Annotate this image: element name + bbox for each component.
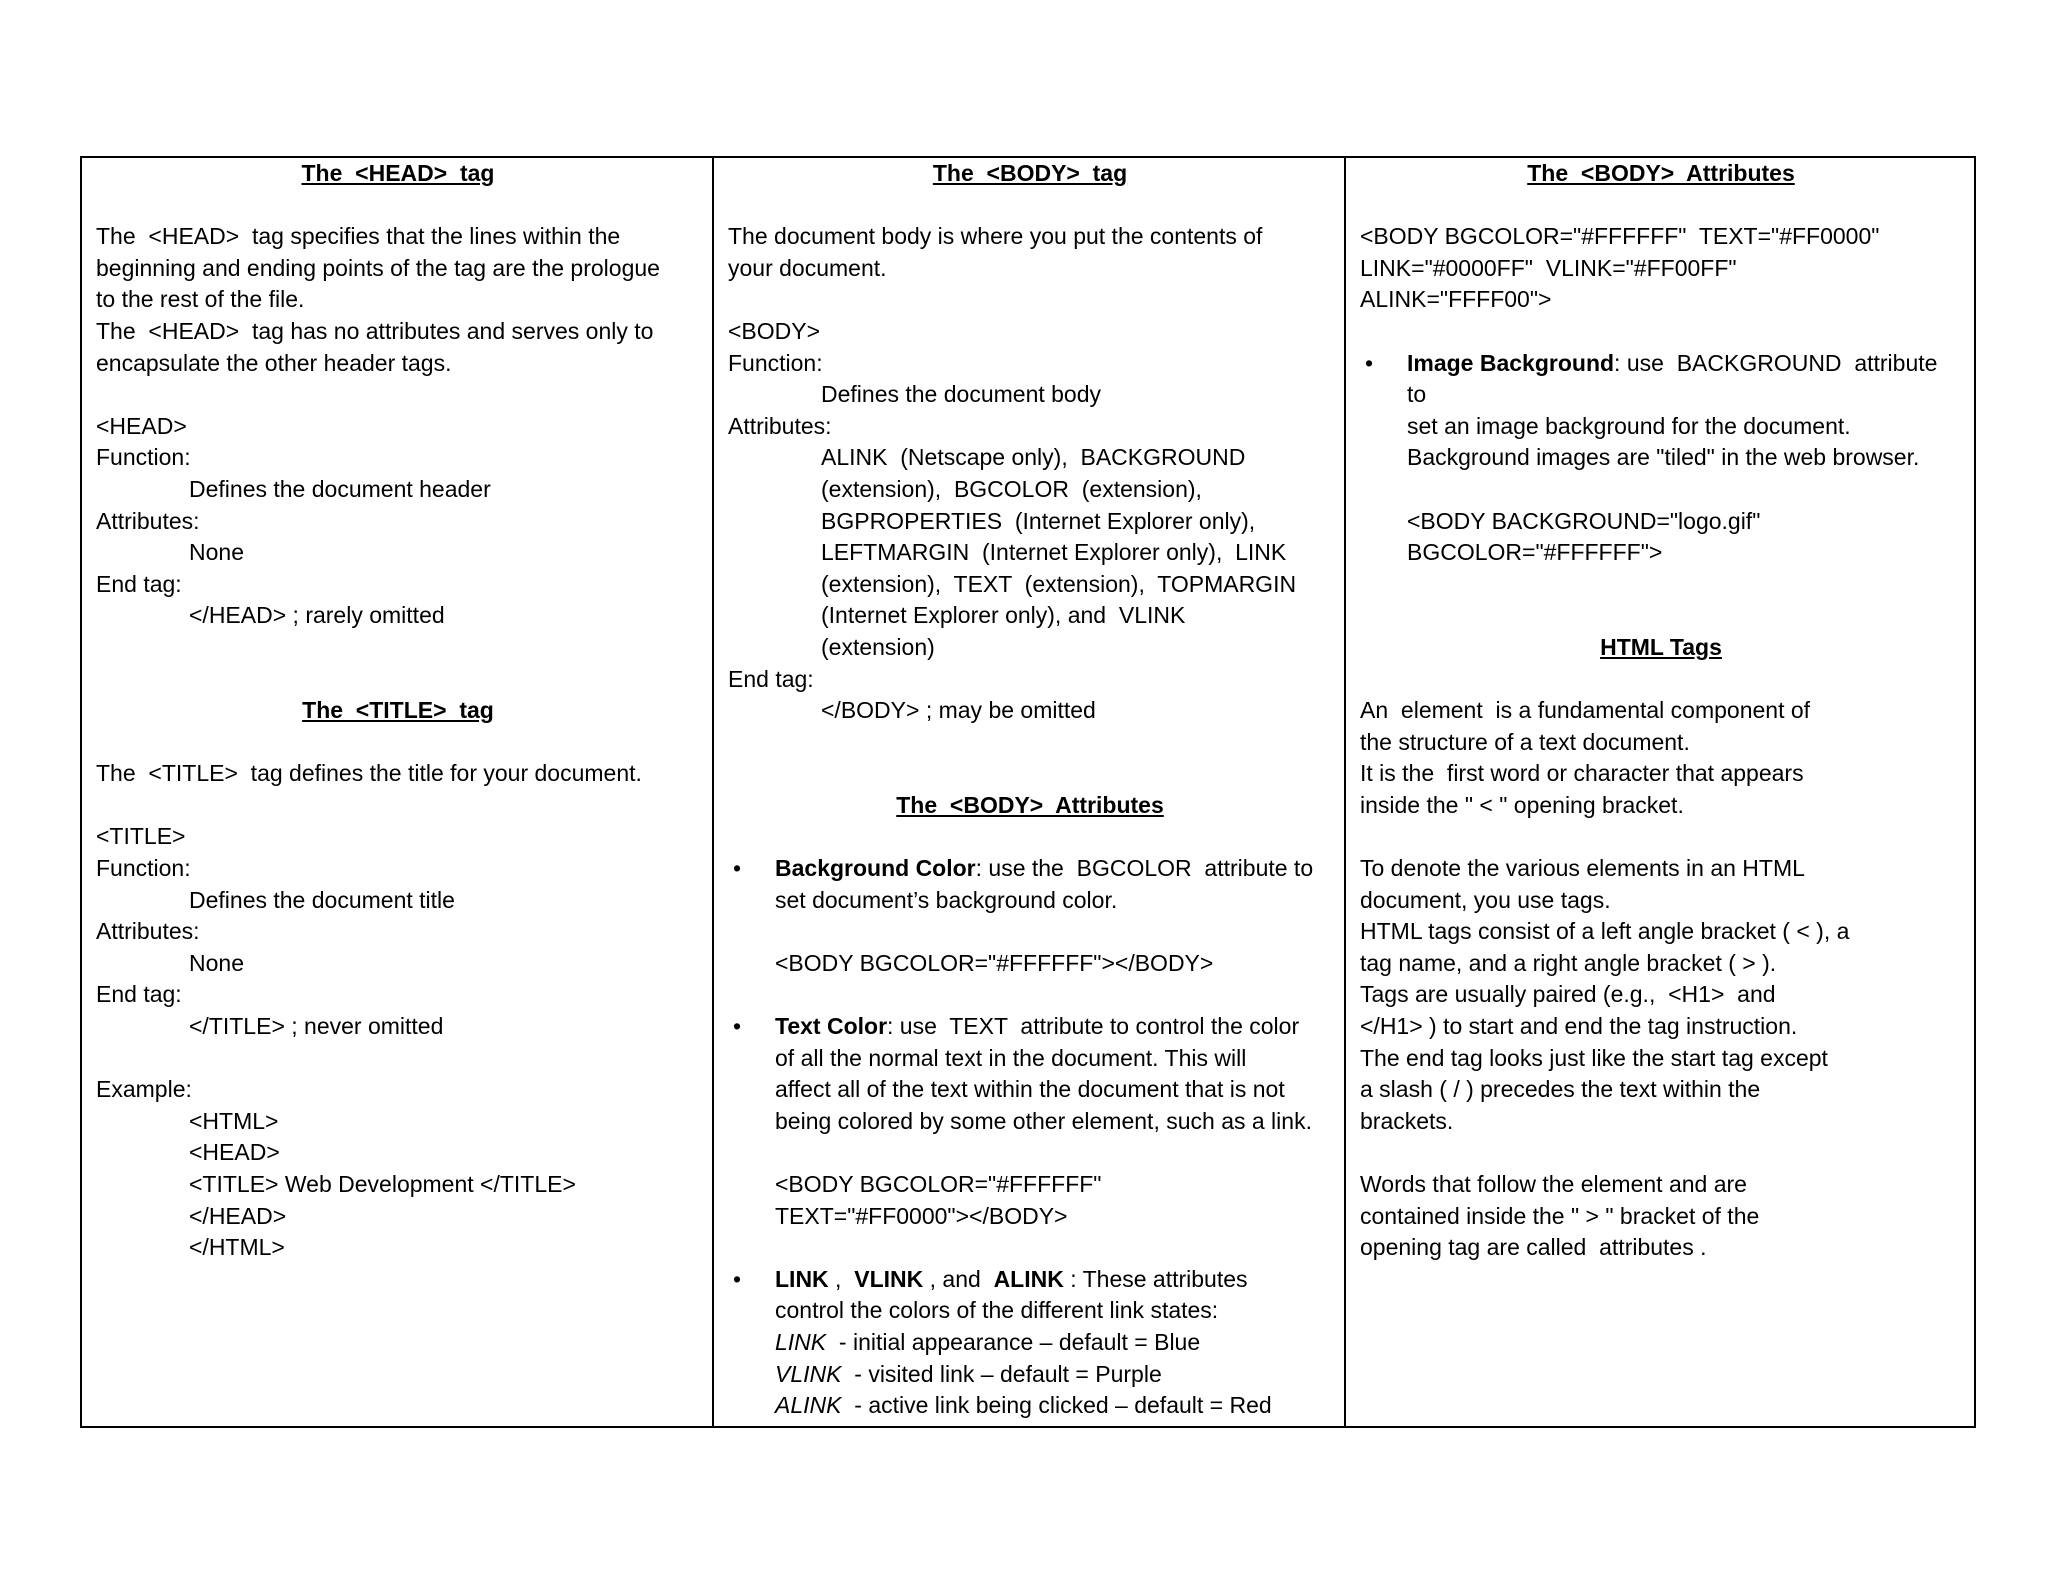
body-intro-line: The document body is where you put the contents of: [728, 223, 1263, 250]
html-para-line: Words that follow the element and are: [1360, 1171, 1747, 1197]
head-endtag-value: </HEAD> ; rarely omitted: [189, 602, 445, 629]
bullet-text-color: [728, 1011, 1332, 1232]
alink-state-name: ALINK: [775, 1392, 842, 1419]
example-line: </HTML>: [189, 1234, 285, 1261]
example-line: <HTML>: [189, 1107, 279, 1134]
body-attributes-line: (extension), BGCOLOR (extension),: [821, 475, 1202, 502]
html-para-line: Tags are usually paired (e.g., <H1> and: [1360, 981, 1776, 1008]
image-background-text: set an image background for the document.: [1407, 412, 1851, 439]
body-intro-line: your document.: [728, 254, 887, 281]
example-line: <TITLE> Web Development </TITLE>: [189, 1171, 576, 1197]
body-endtag-label: End tag:: [728, 665, 814, 692]
html-tags-heading: HTML Tags: [1600, 633, 1722, 660]
text-color-text: of all the normal text in the document. This will: [775, 1044, 1247, 1071]
html-para-line: brackets.: [1360, 1107, 1454, 1134]
html-para-line: contained inside the " > " bracket of the: [1360, 1202, 1760, 1229]
vlink-state-name: VLINK: [775, 1360, 842, 1387]
link-state-desc: - initial appearance – default = Blue: [826, 1328, 1201, 1355]
bullet-link-colors: [728, 1264, 1332, 1422]
title-attributes-label: Attributes:: [96, 918, 200, 945]
text-color-example: <BODY BGCOLOR="#FFFFFF": [775, 1171, 1102, 1197]
example-line: <HEAD>: [189, 1139, 280, 1166]
html-para-line: The end tag looks just like the start tag except: [1360, 1044, 1828, 1071]
link-label: LINK: [775, 1265, 829, 1292]
body-attributes-line: LEFTMARGIN (Internet Explorer only), LINK: [821, 539, 1287, 566]
title-attributes-value: None: [189, 949, 244, 976]
image-background-text: Background images are "tiled" in the web browser.: [1407, 444, 1920, 471]
background-color-text: : use the BGCOLOR attribute to: [975, 855, 1314, 882]
title-endtag-label: End tag:: [96, 981, 182, 1008]
head-tag-name: <HEAD>: [96, 412, 187, 439]
body-attributes-line: (extension): [821, 633, 935, 660]
link-text: control the colors of the different link states:: [775, 1297, 1219, 1324]
bullet-image-background: [1360, 348, 1962, 569]
text-color-text: affect all of the text within the document that is not: [775, 1076, 1285, 1103]
attributes-example-line: <BODY BGCOLOR="#FFFFFF" TEXT="#FF0000": [1360, 223, 1880, 250]
body-attributes-line: BGPROPERTIES (Internet Explorer only),: [821, 507, 1256, 534]
html-para-line: a slash ( / ) precedes the text within the: [1360, 1076, 1761, 1103]
html-para-line: tag name, and a right angle bracket ( > ).: [1360, 949, 1777, 976]
head-tag-heading: The <HEAD> tag: [301, 160, 495, 186]
vlink-state-desc: - visited link – default = Purple: [841, 1360, 1162, 1387]
body-tag-name: <BODY>: [728, 317, 821, 344]
link-text: : These attributes: [1063, 1265, 1248, 1292]
body-endtag-value: </BODY> ; may be omitted: [821, 697, 1096, 724]
head-attributes-label: Attributes:: [96, 507, 200, 534]
bullet-icon: •: [732, 1265, 742, 1292]
title-tag-heading: The <TITLE> tag: [302, 697, 494, 724]
html-para-line: document, you use tags.: [1360, 886, 1611, 913]
title-endtag-value: </TITLE> ; never omitted: [189, 1013, 444, 1040]
image-background-text: : use BACKGROUND attribute to: [1407, 349, 1944, 408]
text-color-text: being colored by some other element, such as a link.: [775, 1107, 1312, 1134]
html-para-line: HTML tags consist of a left angle bracket ( < ), a: [1360, 918, 1850, 945]
head-intro-line: The <HEAD> tag has no attributes and serves only to: [96, 317, 654, 344]
example-label: Example:: [96, 1076, 192, 1103]
document-table: [80, 156, 1976, 1428]
head-intro-line: beginning and ending points of the tag are the prologue: [96, 254, 660, 281]
html-para-line: opening tag are called attributes .: [1360, 1234, 1707, 1261]
head-attributes-value: None: [189, 539, 244, 566]
column-head-title: [82, 158, 714, 1426]
body-attributes-line: (extension), TEXT (extension), TOPMARGIN: [821, 570, 1297, 597]
image-background-label: Image Background: [1407, 349, 1615, 376]
html-para-line: </H1> ) to start and end the tag instruction.: [1360, 1013, 1798, 1040]
image-background-example: BGCOLOR="#FFFFFF">: [1407, 539, 1663, 566]
text-color-example: TEXT="#FF0000"></BODY>: [775, 1202, 1068, 1229]
bullet-background-color: [728, 853, 1332, 979]
head-intro-line: encapsulate the other header tags.: [96, 349, 452, 376]
title-intro: The <TITLE> tag defines the title for your document.: [96, 760, 642, 787]
html-para-line: the structure of a text document.: [1360, 728, 1690, 755]
head-intro-line: to the rest of the file.: [96, 286, 305, 313]
text-color-text: : use TEXT attribute to control the color: [887, 1013, 1300, 1040]
body-attributes-label: Attributes:: [728, 412, 832, 439]
head-intro-line: The <HEAD> tag specifies that the lines within the: [96, 223, 621, 250]
column-body-attributes: [1346, 158, 1974, 1426]
title-function-value: Defines the document title: [189, 886, 455, 913]
vlink-label: VLINK: [854, 1265, 924, 1292]
example-line: </HEAD>: [189, 1202, 287, 1229]
alink-state-desc: - active link being clicked – default = Red: [841, 1392, 1272, 1419]
background-color-example: <BODY BGCOLOR="#FFFFFF"></BODY>: [775, 949, 1214, 976]
bullet-icon: •: [1364, 349, 1374, 376]
bullet-icon: •: [732, 855, 742, 882]
link-state-name: LINK: [775, 1328, 827, 1355]
attributes-example-line: LINK="#0000FF" VLINK="#FF00FF": [1360, 254, 1737, 281]
html-para-line: It is the first word or character that appears: [1360, 760, 1804, 787]
background-color-label: Background Color: [775, 855, 976, 882]
image-background-example: <BODY BACKGROUND="logo.gif": [1407, 507, 1761, 534]
background-color-text: set document’s background color.: [775, 886, 1118, 913]
head-function-label: Function:: [96, 444, 191, 471]
head-function-value: Defines the document header: [189, 475, 491, 502]
html-para-line: To denote the various elements in an HTML: [1360, 855, 1805, 882]
title-tag-name: <TITLE>: [96, 823, 186, 850]
head-endtag-label: End tag:: [96, 570, 182, 597]
body-attributes-heading: The <BODY> Attributes: [1527, 160, 1795, 186]
body-attributes-line: ALINK (Netscape only), BACKGROUND: [821, 444, 1246, 471]
bullet-icon: •: [732, 1013, 742, 1040]
html-para-line: An element is a fundamental component of: [1360, 697, 1811, 724]
title-function-label: Function:: [96, 855, 191, 882]
body-tag-heading: The <BODY> tag: [932, 160, 1128, 186]
text-color-label: Text Color: [775, 1013, 888, 1040]
body-function-label: Function:: [728, 349, 823, 376]
link-separator: , and: [923, 1265, 994, 1292]
alink-label: ALINK: [993, 1265, 1064, 1292]
body-attributes-line: (Internet Explorer only), and VLINK: [821, 602, 1186, 629]
body-attributes-heading: The <BODY> Attributes: [896, 791, 1164, 818]
html-para-line: inside the " < " opening bracket.: [1360, 791, 1684, 818]
link-separator: ,: [828, 1265, 855, 1292]
attributes-example-line: ALINK="FFFF00">: [1360, 286, 1552, 313]
body-function-value: Defines the document body: [821, 381, 1102, 408]
column-body-tag: [714, 158, 1346, 1426]
